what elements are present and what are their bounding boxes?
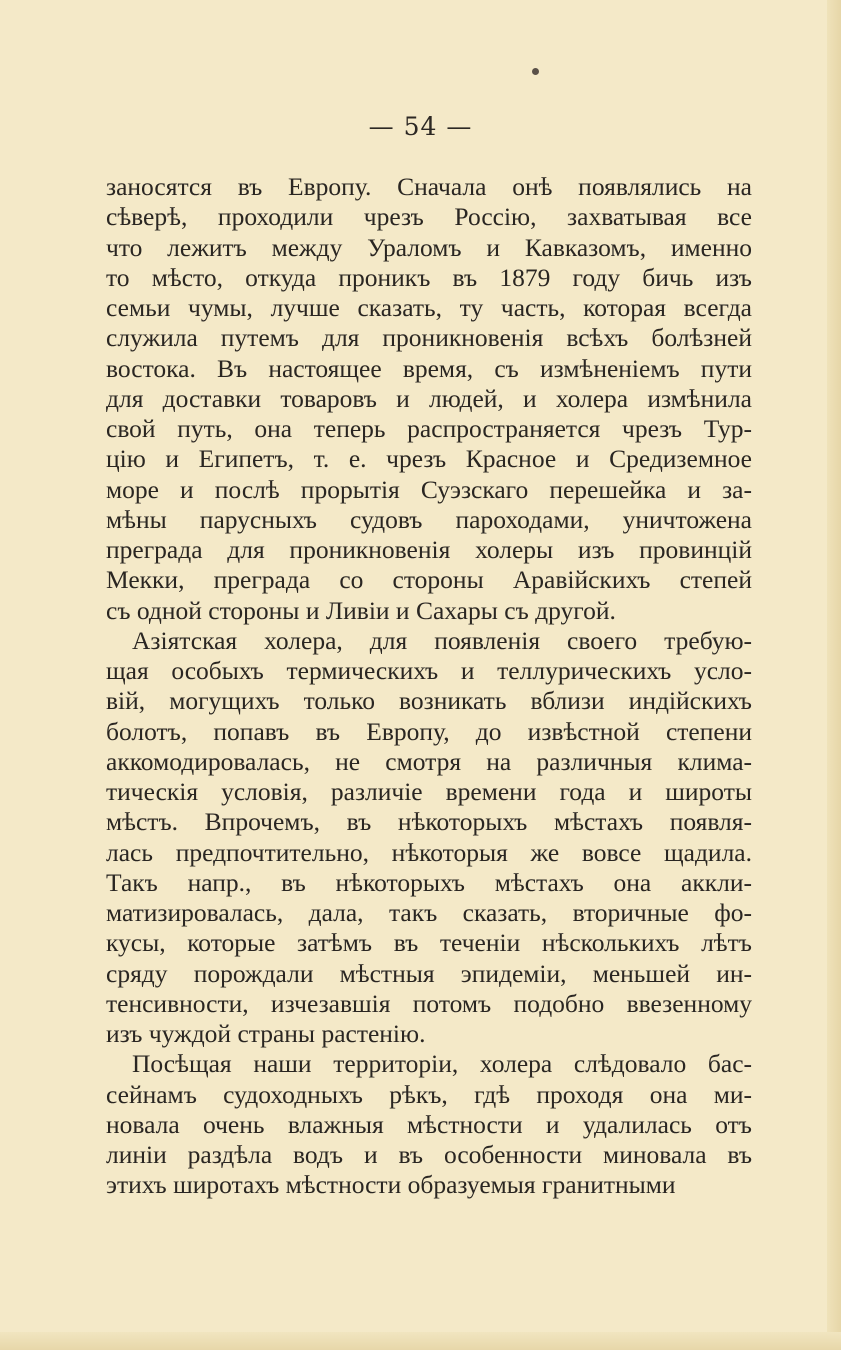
- text-line: свой путь, она теперь распространяется чрезъ Тур-: [106, 414, 752, 443]
- text-line: Азіятская холера, для появленія своего требую-: [132, 625, 752, 655]
- text-line: для доставки товаровъ и людей, и холера измѣнила: [106, 383, 752, 413]
- text-line: сряду порождали мѣстныя эпидеміи, меньшей ин-: [106, 958, 752, 988]
- text-line: семьи чумы, лучше сказать, ту часть, которая всегда: [106, 293, 752, 322]
- text-line: лась предпочтительно, нѣкоторыя же вовсе щадила.: [106, 837, 752, 867]
- text-line: заносятся въ Европу. Сначала онѣ появлялись на: [106, 172, 752, 201]
- paragraph: [106, 626, 752, 1050]
- body-text: [106, 172, 752, 1201]
- text-line: тенсивности, изчезавшія потомъ подобно ввезенному: [106, 988, 752, 1018]
- text-line: море и послѣ прорытія Суэзскаго перешейка и за-: [106, 474, 752, 504]
- paragraph: [106, 172, 752, 626]
- text-line: вій, могущихъ только возникать вблизи индійскихъ: [106, 686, 752, 716]
- text-line: служила путемъ для проникновенія всѣхъ болѣзней: [106, 323, 752, 353]
- text-line: новала очень влажныя мѣстности и удалилась отъ: [106, 1109, 752, 1139]
- page-edge-shadow: [827, 0, 841, 1350]
- text-line: Мекки, преграда со стороны Аравійскихъ степей: [106, 565, 752, 595]
- text-line: преграда для проникновенія холеры изъ провинцій: [106, 535, 752, 564]
- text-line: кусы, которые затѣмъ въ теченіи нѣсколькихъ лѣтъ: [106, 928, 752, 958]
- text-line: сейнамъ судоходныхъ рѣкъ, гдѣ проходя она ми-: [106, 1079, 752, 1109]
- text-line: изъ чуждой страны растенію.: [106, 1019, 426, 1048]
- text-line: съ одной стороны и Ливіи и Сахары съ другой.: [106, 595, 616, 625]
- text-line: болотъ, попавъ въ Европу, до извѣстной степени: [106, 716, 752, 746]
- text-line: мѣны парусныхъ судовъ пароходами, уничтожена: [106, 504, 752, 534]
- text-line: этихъ широтахъ мѣстности образуемыя гранитными: [106, 1170, 676, 1200]
- text-line: мѣстъ. Впрочемъ, въ нѣкоторыхъ мѣстахъ появля-: [106, 807, 752, 837]
- text-line: аккомодировалась, не смотря на различныя клима-: [106, 746, 752, 776]
- text-line: Посѣщая наши территоріи, холера слѣдовало бас-: [132, 1049, 752, 1079]
- text-line: цію и Египетъ, т. е. чрезъ Красное и Средиземное: [106, 444, 752, 474]
- text-line: матизировалась, дала, такъ сказать, вторичные фо-: [106, 898, 752, 927]
- text-line: то мѣсто, откуда проникъ въ 1879 году бичь изъ: [106, 262, 752, 292]
- page-number: — 54 —: [368, 112, 473, 141]
- text-line: линіи раздѣла водъ и въ особенности миновала въ: [106, 1140, 752, 1169]
- paragraph: [106, 1049, 752, 1200]
- text-line: Такъ напр., въ нѣкоторыхъ мѣстахъ она аккли-: [106, 867, 752, 897]
- text-line: что лежитъ между Ураломъ и Кавказомъ, именно: [106, 232, 752, 262]
- text-line: тическія условія, различіе времени года и широты: [106, 777, 752, 806]
- text-line: щая особыхъ термическихъ и теллурическихъ усло-: [106, 656, 752, 685]
- ink-spot: [532, 68, 539, 75]
- text-line: востока. Въ настоящее время, съ измѣненіемъ пути: [106, 353, 752, 383]
- page-bottom-edge-shadow: [0, 1332, 841, 1350]
- text-line: сѣверѣ, проходили чрезъ Россію, захватывая все: [106, 202, 752, 232]
